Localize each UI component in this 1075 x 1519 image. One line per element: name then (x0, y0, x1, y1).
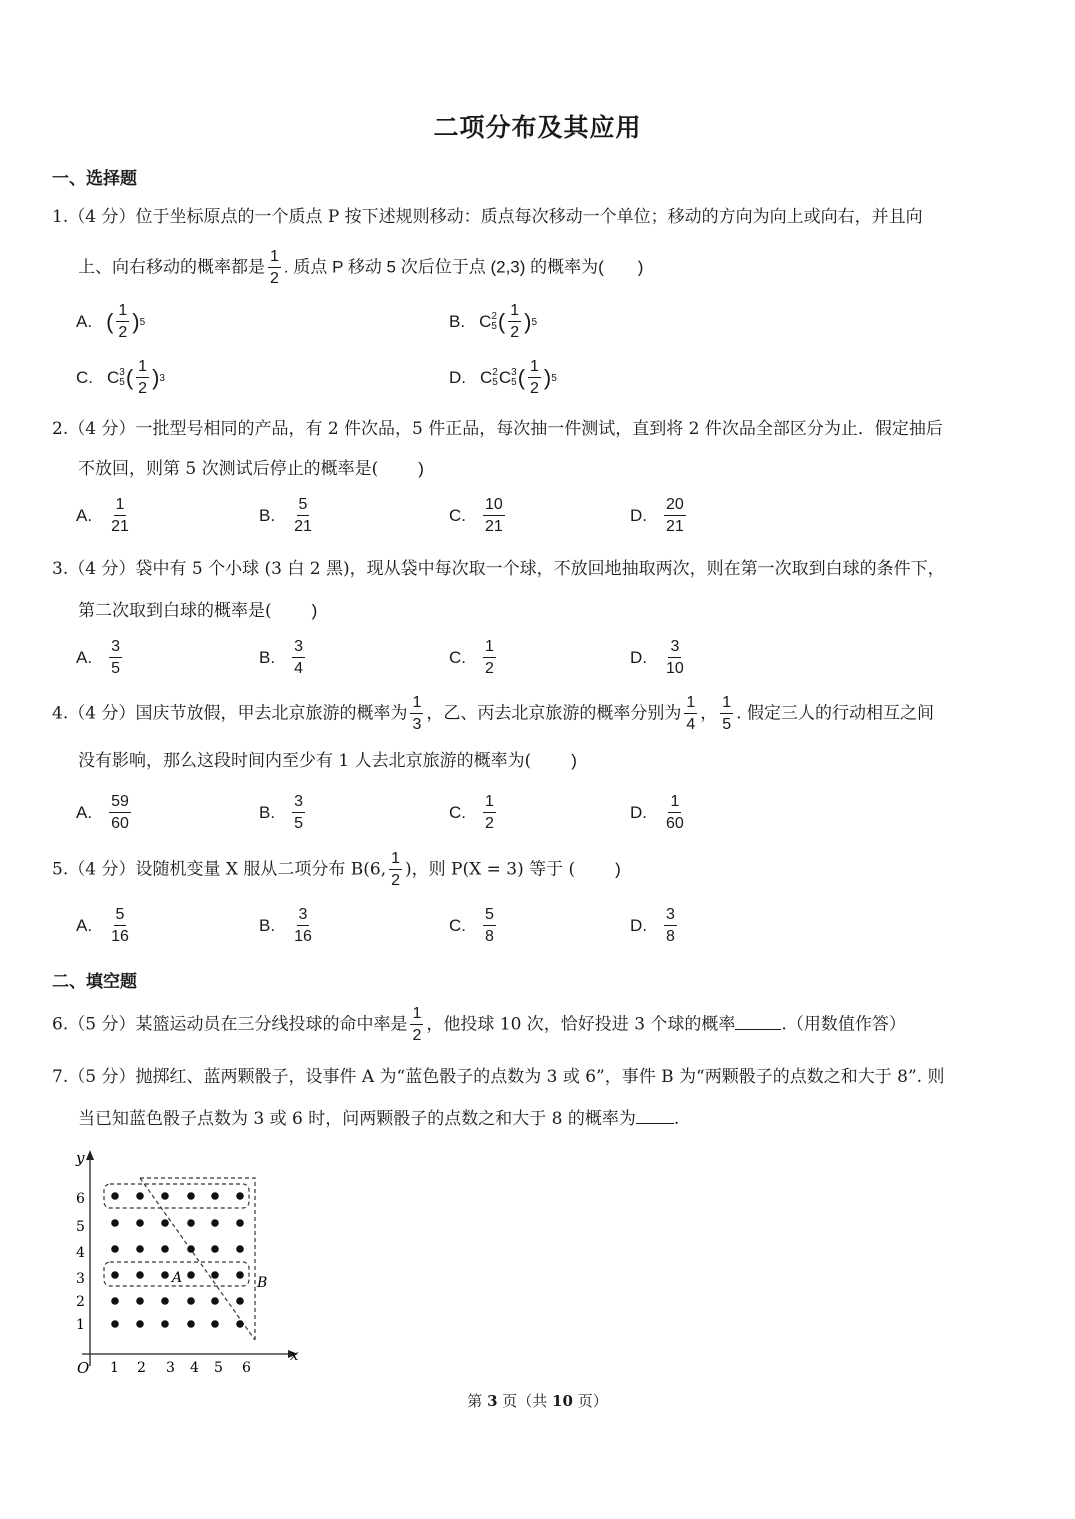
q5-option-c[interactable]: C. $\frac{5}{8}$ (449, 906, 494, 945)
outcome-dot (211, 1245, 219, 1253)
label-a: A (172, 1270, 183, 1286)
region-b-diagonal (140, 1178, 255, 1340)
question-5: 5.（4 分）设随机变量 X 服从二项分布 B(6, $\frac{1}{2}$ )，则 P(X = 3) 等于 ( ) (52, 850, 621, 889)
outcome-dot (161, 1245, 169, 1253)
question-1-line2: 上、向右移动的概率都是 $\frac{1}{2}$ . 质点 P 移动 5 次后位于点 (2,3) 的概率为( ) (78, 248, 644, 287)
x-tick-3: 3 (166, 1360, 175, 1376)
q2-option-d[interactable]: D. $\frac{20}{21}$ (630, 496, 684, 535)
x-tick-5: 5 (214, 1360, 223, 1376)
outcome-dot (211, 1320, 219, 1328)
outcome-dot (111, 1297, 119, 1305)
question-3-line2: 第二次取到白球的概率是( ) (78, 601, 318, 621)
outcome-dot (211, 1271, 219, 1279)
q5-option-a[interactable]: A. $\frac{5}{16}$ (76, 906, 129, 945)
dice-outcome-figure (52, 1148, 312, 1378)
q1-option-a[interactable]: A. ( $\frac{1}{2}$ ) 5 (76, 302, 146, 341)
q1-option-b[interactable]: B. C 2 5 ( $\frac{1}{2}$ ) 5 (449, 302, 538, 341)
answer-blank[interactable] (735, 1029, 781, 1030)
x-tick-1: 1 (110, 1360, 119, 1376)
question-2 (52, 416, 1027, 482)
question-7 (52, 1064, 1027, 1132)
outcome-dot (111, 1192, 119, 1200)
outcome-dot (187, 1271, 195, 1279)
outcome-dot (236, 1192, 244, 1200)
origin-label: O (77, 1359, 90, 1377)
fraction: $\frac{1}{2}$ (270, 248, 279, 287)
question-4-line1: 4.（4 分）国庆节放假，甲去北京旅游的概率为 $\frac{1}{3}$ ，乙、丙去北京旅游的概率分别为 $\frac{1}{4}$ ， $\frac{1}{5}$ . 假定三人的行动相互之间 (52, 694, 934, 733)
question-7-line1: 7.（5 分）抛掷红、蓝两颗骰子，设事件 A 为“蓝色骰子的点数为 3 或 6”，事件 B 为“两颗骰子的点数之和大于 8”. 则 (52, 1067, 945, 1087)
y-axis-label: y (76, 1149, 85, 1167)
y-tick-6: 6 (76, 1191, 85, 1207)
x-axis-label: x (290, 1346, 299, 1364)
outcome-dot (211, 1219, 219, 1227)
x-tick-4: 4 (190, 1360, 199, 1376)
outcome-dot (187, 1192, 195, 1200)
outcome-dot (236, 1320, 244, 1328)
q4-option-b[interactable]: B. $\frac{3}{5}$ (259, 793, 303, 832)
q3-option-b[interactable]: B. $\frac{3}{4}$ (259, 638, 303, 677)
outcome-dot (161, 1297, 169, 1305)
outcome-dot (136, 1320, 144, 1328)
outcome-dot (111, 1271, 119, 1279)
question-3 (52, 556, 1027, 624)
q2-option-b[interactable]: B. $\frac{5}{21}$ (259, 496, 312, 535)
y-tick-2: 2 (76, 1294, 85, 1310)
outcome-dot (111, 1219, 119, 1227)
question-4 (52, 694, 1027, 774)
y-tick-1: 1 (76, 1317, 85, 1333)
outcome-dot (211, 1297, 219, 1305)
question-7-line2: 当已知蓝色骰子点数为 3 或 6 时，问两颗骰子的点数之和大于 8 的概率为 . (78, 1109, 680, 1129)
outcome-dots (111, 1192, 244, 1328)
question-2-line1: 2.（4 分）一批型号相同的产品，有 2 件次品，5 件正品，每次抽一件测试，直到将 2 件次品全部区分为止．假定抽后 (52, 419, 943, 439)
outcome-dot (211, 1192, 219, 1200)
q3-option-a[interactable]: A. $\frac{3}{5}$ (76, 638, 120, 677)
x-tick-6: 6 (242, 1360, 251, 1376)
question-1 (52, 204, 1027, 288)
q2-option-a[interactable]: A. $\frac{1}{21}$ (76, 496, 129, 535)
question-2-line2: 不放回，则第 5 次测试后停止的概率是( ) (78, 459, 424, 479)
q3-option-d[interactable]: D. $\frac{3}{10}$ (630, 638, 684, 677)
question-6: 6.（5 分）某篮运动员在三分线投球的命中率是 $\frac{1}{2}$ ，他投球 10 次，恰好投进 3 个球的概率 .（用数值作答） (52, 1005, 906, 1044)
question-1-line1: 1.（4 分）位于坐标原点的一个质点 P 按下述规则移动：质点每次移动一个单位；移动的方向为向上或向右，并且向 (52, 207, 923, 227)
question-3-line1: 3.（4 分）袋中有 5 个小球 (3 白 2 黑)，现从袋中每次取一个球，不放回地抽取两次，则在第一次取到白球的条件下， (52, 559, 945, 579)
section-heading-fill: 二、填空题 (52, 972, 137, 992)
y-tick-4: 4 (76, 1245, 85, 1261)
outcome-dot (136, 1297, 144, 1305)
q4-option-c[interactable]: C. $\frac{1}{2}$ (449, 793, 494, 832)
outcome-dot (136, 1245, 144, 1253)
outcome-dot (161, 1219, 169, 1227)
outcome-dot (161, 1271, 169, 1279)
q4-option-d[interactable]: D. $\frac{1}{60}$ (630, 793, 684, 832)
y-tick-5: 5 (76, 1219, 85, 1235)
page-footer: 第 3 页（共 10 页） (467, 1392, 608, 1410)
y-axis-arrow (86, 1150, 94, 1160)
section-heading-choice: 一、选择题 (52, 169, 137, 189)
q1-option-d[interactable]: D. C 2 5 C 3 5 ( $\frac{1}{2}$ ) 5 (449, 358, 557, 397)
outcome-dot (111, 1320, 119, 1328)
question-4-line2: 没有影响，那么这段时间内至少有 1 人去北京旅游的概率为( ) (78, 751, 577, 771)
outcome-dot (161, 1192, 169, 1200)
outcome-dot (187, 1219, 195, 1227)
q3-option-c[interactable]: C. $\frac{1}{2}$ (449, 638, 494, 677)
outcome-dot (136, 1271, 144, 1279)
q1-option-c[interactable]: C. C 3 5 ( $\frac{1}{2}$ ) 3 (76, 358, 165, 397)
outcome-dot (136, 1219, 144, 1227)
region-row-6 (104, 1184, 249, 1208)
outcome-dot (136, 1192, 144, 1200)
outcome-dot (111, 1245, 119, 1253)
answer-blank[interactable] (636, 1123, 674, 1124)
x-tick-2: 2 (137, 1360, 146, 1376)
outcome-dot (187, 1245, 195, 1253)
outcome-dot (236, 1271, 244, 1279)
outcome-dot (161, 1320, 169, 1328)
outcome-dot (236, 1245, 244, 1253)
outcome-dot (236, 1297, 244, 1305)
label-b: B (257, 1275, 268, 1291)
y-tick-3: 3 (76, 1271, 85, 1287)
q5-option-d[interactable]: D. $\frac{3}{8}$ (630, 906, 675, 945)
q4-option-a[interactable]: A. $\frac{59}{60}$ (76, 793, 129, 832)
q2-option-c[interactable]: C. $\frac{10}{21}$ (449, 496, 503, 535)
outcome-dot (187, 1297, 195, 1305)
outcome-dot (236, 1219, 244, 1227)
page-title: 二项分布及其应用 (433, 113, 642, 142)
outcome-dot (187, 1320, 195, 1328)
q5-option-b[interactable]: B. $\frac{3}{16}$ (259, 906, 312, 945)
